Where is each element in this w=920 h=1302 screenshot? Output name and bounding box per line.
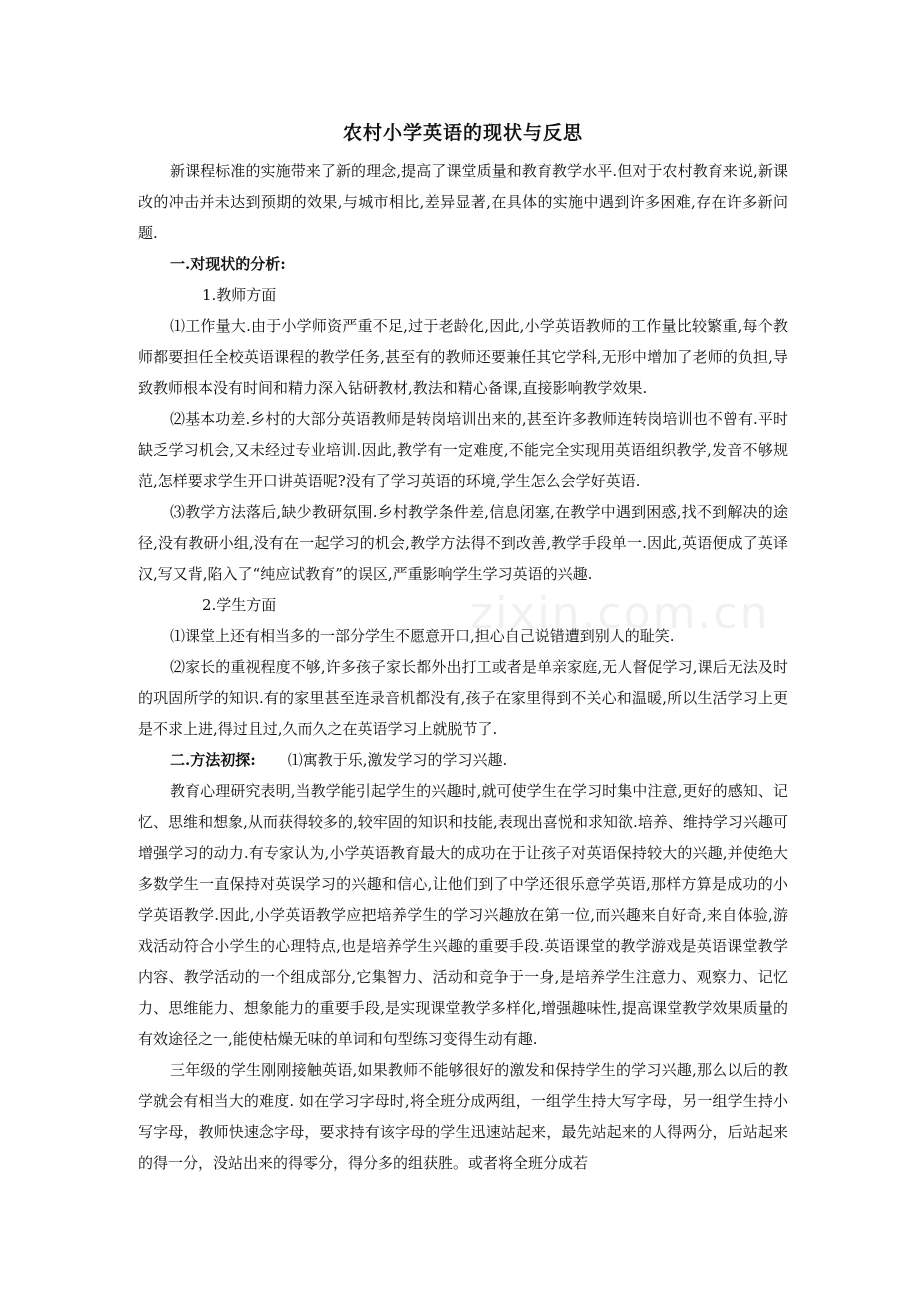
- student-paragraph-1: ⑴课堂上还有相当多的一部分学生不愿意开口,担心自己说错遭到别人的耻笑.: [170, 627, 675, 645]
- watermark-text: zixin.com.cn: [470, 588, 770, 639]
- document-page: [138, 118, 788, 1179]
- methods-paragraph-1: 教育心理研究表明,当教学能引起学生的兴趣时,就可使学生在学习时集中注意,更好的感知、记忆、思维和想象,从而获得较多的,较牢固的知识和技能,表现出喜悦和求知欲.培养、维持学习兴趣可增强学习的动力.有专家认为,小学英语教育最大的成功在于让孩子对英语保持较大的兴趣,并使绝大多数学生一直保持对英误学习的兴趣和信心,让他们到了中学还很乐意学英语,那样方算是成功的小学英语教学.因此,小学英语教学应把培养学生的学习兴趣放在第一位,而兴趣来自好奇,来自体验,游戏活动符合小学生的心理特点,也是培养学生兴趣的重要手段.英语课堂的教学游戏是英语课堂教学内容、教学活动的一个组成部分,它集智力、活动和竞争于一身,是培养学生注意力、观察力、记忆力、思维能力、想象能力的重要手段,是实现课堂教学多样化,增强趣味性,提高课堂教学效果质量的有效途径之一,能使枯燥无味的单词和句型练习变得生动有趣.: [138, 782, 788, 1048]
- teacher-paragraph-3: ⑶教学方法落后,缺少教研氛围.乡村教学条件差,信息闭塞,在教学中遇到困惑,找不到解决的途径,没有教研小组,没有在一起学习的机会,教学方法得不到改善,教学手段单一.因此,英语便成了英译汉,写又背,陷入了“纯应试教育”的误区,严重影响学生学习英语的兴趣.: [138, 503, 788, 583]
- teacher-paragraph-2: ⑵基本功差.乡村的大部分英语教师是转岗培训出来的,甚至许多教师连转岗培训也不曾有.平时缺乏学习机会,又未经过专业培训.因此,教学有一定难度,不能完全实现用英语组织教学,发音不够规范,怎样要求学生开口讲英语呢?没有了学习英语的环境,学生怎么会学好英语.: [138, 410, 788, 490]
- subsection-heading-teacher: 1.教师方面: [202, 286, 277, 304]
- teacher-paragraph-1: ⑴工作量大.由于小学师资严重不足,过于老龄化,因此,小学英语教师的工作量比较繁重,每个教师都要担任全校英语课程的教学任务,甚至有的教师还要兼任其它学科,无形中增加了老师的负担,导致教师根本没有时间和精力深入钻研教材,教法和精心备课,直接影响教学效果.: [138, 317, 788, 397]
- student-paragraph-2: ⑵家长的重视程度不够,许多孩子家长都外出打工或者是单亲家庭,无人督促学习,课后无法及时的巩固所学的知识.有的家里甚至连录音机都没有,孩子在家里得到不关心和温暖,所以生活学习上更是不求上进,得过且过,久而久之在英语学习上就脱节了.: [138, 658, 788, 738]
- section-heading-methods-label: 二.方法初探:: [170, 751, 256, 769]
- section-heading-analysis: 一.对现状的分析:: [170, 255, 286, 273]
- document-title: 农村小学英语的现状与反思: [342, 122, 583, 144]
- methods-subheading: ⑴寓教于乐,激发学习的学习兴趣.: [287, 751, 508, 769]
- methods-paragraph-2: 三年级的学生刚刚接触英语,如果教师不能够很好的激发和保持学生的学习兴趣,那么以后的教学就会有相当大的难度. 如在学习字母时,将全班分成两组，一组学生持大写字母，另一组学生持小写字母，教师快速念字母，要求持有该字母的学生迅速站起来，最先站起来的人得两分，后站起来的得一分，没站出来的得零分，得分多的组获胜。或者将全班分成若: [138, 1061, 788, 1172]
- subsection-heading-student: 2.学生方面: [202, 596, 277, 614]
- section-heading-methods: [138, 745, 788, 776]
- intro-paragraph: 新课程标准的实施带来了新的理念,提高了课堂质量和教育教学水平.但对于农村教育来说,新课改的冲击并未达到预期的效果,与城市相比,差异显著,在具体的实施中遇到许多困难,存在许多新问题.: [138, 162, 788, 242]
